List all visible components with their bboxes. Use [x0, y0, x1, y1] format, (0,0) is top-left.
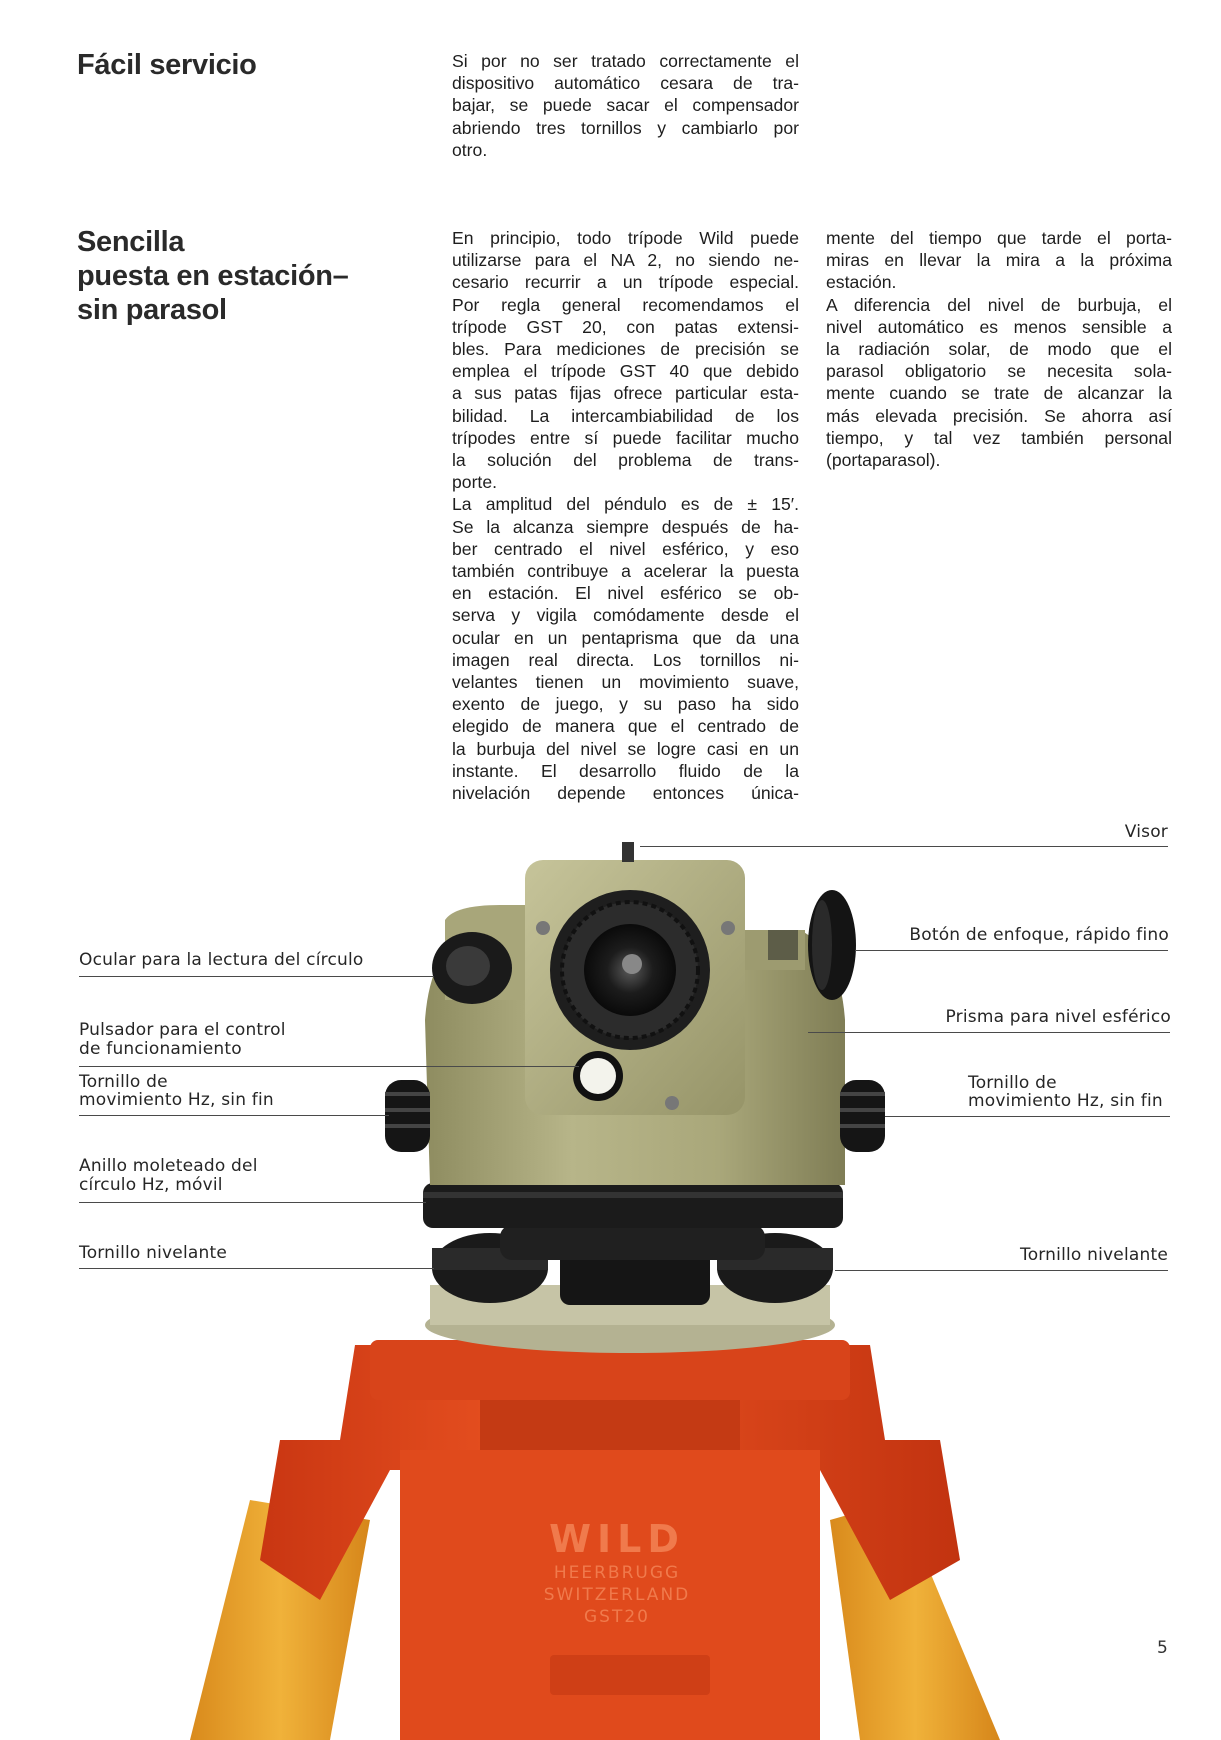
text-line: emplea el trípode GST 40 que debido [452, 361, 799, 382]
label-prisma: Prisma para nivel esférico [945, 1007, 1171, 1027]
label-line: Tornillo de [79, 1072, 168, 1092]
text-line: serva y vigila comódamente desde el [452, 605, 799, 626]
text-line: Si por no ser tratado correctamente el [452, 51, 799, 71]
tangent-screw-left [385, 1080, 430, 1152]
text-line: dispositivo automático cesara de tra- [452, 73, 799, 94]
text-line: nivel automático es menos sensible a [826, 316, 1172, 337]
text-line: nivelación depende entonces única- [452, 783, 799, 804]
text-line: bilidad. La intercambiabilidad de los [452, 405, 799, 426]
text-line: a sus patas fijas ofrece particular esta- [452, 383, 799, 404]
text-line: parasol obligatorio se necesita sola- [826, 361, 1172, 382]
text-facil-servicio [452, 50, 799, 161]
label-tornillo-nivelante-right: Tornillo nivelante [1020, 1245, 1168, 1265]
circle-eyepiece [432, 932, 512, 1004]
text-line: ocular en un pentaprisma que da una [452, 627, 799, 648]
leader-tornillo-nivelante-right [835, 1270, 1168, 1271]
text-line: imagen real directa. Los tornillos ni- [452, 649, 799, 670]
label-ocular: Ocular para la lectura del círculo [79, 950, 364, 970]
text-line: trípode GST 20, con patas extensi- [452, 316, 799, 337]
prism-window [768, 930, 798, 960]
tripod-brand: WILD [549, 1517, 685, 1561]
text-line: ber centrado el nivel esférico, y eso [452, 538, 799, 559]
text-column-1 [452, 227, 799, 804]
text-line: bles. Para mediciones de precisión se [452, 339, 799, 360]
label-line: círculo Hz, móvil [79, 1175, 223, 1195]
text-line: mente cuando se trate de alcanzar la [826, 383, 1172, 404]
function-check-button [573, 1051, 623, 1101]
instrument-photo [0, 835, 1221, 1740]
label-line: movimiento Hz, sin fin [968, 1091, 1163, 1111]
text-line: Se la alcanza siempre después de ha- [452, 516, 799, 537]
leader-anillo [79, 1202, 426, 1203]
text-line: utilizarse para el NA 2, no siendo ne- [452, 250, 799, 271]
text-line: elegido de manera que el centrado de [452, 716, 799, 737]
text-line: porte. [452, 472, 497, 493]
leader-tornillo-nivelante-left [79, 1268, 434, 1269]
leader-boton-enfoque [855, 950, 1168, 951]
tripod-model: GST20 [584, 1607, 650, 1627]
tripod-maker: HEERBRUGG [553, 1563, 681, 1583]
label-boton-enfoque: Botón de enfoque, rápido fino [909, 925, 1169, 945]
text-line: bajar, se puede sacar el compensador [452, 95, 799, 116]
text-column-2 [826, 227, 1172, 471]
text-line: la burbuja del nivel se logre casi en un [452, 738, 799, 759]
label-anillo [79, 1157, 258, 1195]
text-line: miras en llevar la mira a la próxima [826, 250, 1172, 271]
text-line: trípodes entre sí puede facilitar mucho [452, 427, 799, 448]
label-tornillo-movimiento-right [968, 1074, 1163, 1110]
leader-tornillo-movimiento-right [885, 1116, 1170, 1117]
text-line: En principio, todo trípode Wild puede [452, 228, 799, 248]
tangent-screw-right [840, 1080, 885, 1152]
label-line: Pulsador para el control [79, 1020, 286, 1040]
text-line: mente del tiempo que tarde el porta- [826, 228, 1172, 248]
text-line: la radiación solar, de modo que el [826, 339, 1172, 360]
heading-line: Sencilla [77, 226, 185, 258]
text-line: cesario recurrir a un trípode especial. [452, 272, 799, 293]
text-line: instante. El desarrollo fluido de la [452, 760, 799, 781]
text-line: exento de juego, y su paso ha sido [452, 694, 799, 715]
text-line: más elevada precisión. Se ahorra así [826, 405, 1172, 426]
text-line: abriendo tres tornillos y cambiarlo por [452, 117, 799, 138]
leader-ocular [79, 976, 434, 977]
label-line: movimiento Hz, sin fin [79, 1090, 274, 1110]
label-line: Tornillo de [968, 1073, 1057, 1093]
text-line: también contribuye a acelerar la puesta [452, 561, 799, 582]
label-tornillo-nivelante-left: Tornillo nivelante [79, 1243, 227, 1263]
text-line: (portaparasol). [826, 450, 941, 471]
instrument-base [423, 1183, 843, 1353]
label-line: de funcionamiento [79, 1039, 242, 1059]
text-line: velantes tienen un movimiento suave, [452, 672, 799, 693]
text-line: la solución del problema de trans- [452, 450, 799, 471]
text-line: otro. [452, 139, 488, 160]
text-line: tiempo, y tal vez también personal [826, 427, 1172, 448]
label-pulsador [79, 1021, 286, 1059]
label-line: Anillo moleteado del [79, 1156, 258, 1176]
label-visor: Visor [1124, 822, 1168, 842]
text-line: Por regla general recomendamos el [452, 294, 799, 315]
text-line: A diferencia del nivel de burbuja, el [826, 294, 1172, 315]
heading-line: puesta en estación– [77, 260, 349, 292]
text-line: en estación. El nivel esférico se ob- [452, 583, 799, 604]
label-tornillo-movimiento-left [79, 1073, 274, 1109]
heading-line: sin parasol [77, 294, 227, 326]
tripod-country: SWITZERLAND [543, 1585, 691, 1605]
text-line: estación. [826, 272, 897, 293]
heading-sencilla-puesta [77, 225, 349, 327]
leader-prisma [808, 1032, 1170, 1033]
heading-facil-servicio: Fácil servicio [77, 49, 257, 81]
leader-tornillo-movimiento-left [79, 1115, 389, 1116]
leader-pulsador [79, 1066, 579, 1067]
page-number: 5 [1157, 1638, 1168, 1658]
leader-visor [640, 846, 1168, 847]
text-line: La amplitud del péndulo es de ± 15′. [452, 494, 799, 515]
